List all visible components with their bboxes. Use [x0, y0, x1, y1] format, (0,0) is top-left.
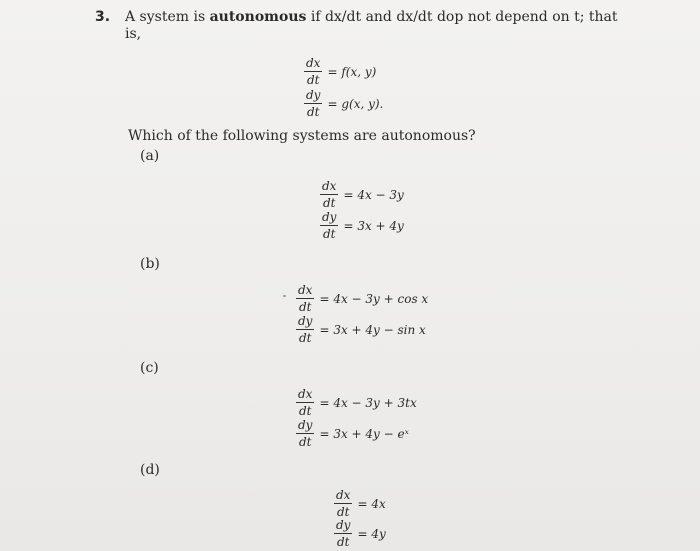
rhs: = 3x + 4y − sin x — [319, 322, 426, 337]
numerator: dy — [322, 210, 337, 224]
rhs: = 4x − 3y — [343, 187, 404, 202]
intro-text-1: A system is — [125, 9, 210, 25]
denominator: dt — [306, 105, 320, 119]
numerator: dy — [298, 418, 313, 432]
option-label-a: (a) — [140, 148, 160, 164]
numerator: dx — [336, 488, 351, 502]
numerator: dx — [298, 387, 313, 401]
rhs: = 4y — [357, 526, 386, 541]
problem-intro-line — [125, 9, 618, 25]
denominator: dt — [298, 404, 312, 418]
rhs: = 4x − 3y + 3tx — [319, 395, 417, 410]
fraction — [320, 180, 338, 209]
option-label-c: (c) — [140, 360, 159, 376]
question-text: Which of the following systems are autonomous? — [128, 128, 476, 144]
denominator: dt — [298, 300, 312, 314]
option-label-d: (d) — [140, 462, 160, 478]
fraction — [334, 519, 352, 548]
option-c-eq-1 — [296, 388, 417, 417]
fraction — [334, 489, 352, 518]
numerator: dx — [306, 56, 321, 70]
rhs: = 3x + 4y — [343, 218, 404, 233]
fraction — [320, 211, 338, 240]
rhs: = g(x, y). — [327, 96, 384, 111]
numerator: dy — [336, 518, 351, 532]
numerator: dx — [298, 283, 313, 297]
option-a-eq-2 — [320, 211, 404, 240]
fraction — [296, 315, 314, 344]
denominator: dt — [298, 331, 312, 345]
denominator: dt — [322, 196, 336, 210]
rhs: = f(x, y) — [327, 64, 377, 79]
fraction — [296, 419, 314, 448]
fraction — [296, 284, 314, 313]
option-label-b: (b) — [140, 256, 160, 272]
fraction — [304, 89, 322, 118]
option-d-eq-1 — [334, 489, 386, 518]
option-d-eq-2 — [334, 519, 386, 548]
option-a-eq-1 — [320, 180, 404, 209]
intro-text-2: if dx/dt and dx/dt dop not depend on t; that — [306, 9, 618, 25]
ink-speck — [283, 295, 286, 297]
denominator: dt — [336, 535, 350, 549]
option-b-eq-1 — [296, 284, 428, 313]
option-c-eq-2 — [296, 419, 409, 448]
intro-bold-term: autonomous — [209, 9, 307, 25]
definition-eq-1 — [304, 57, 376, 86]
rhs: = 4x — [357, 496, 386, 511]
rhs: = 3x + 4y − eˣ — [319, 426, 409, 441]
fraction — [304, 57, 322, 86]
rhs: = 4x − 3y + cos x — [319, 291, 429, 306]
problem-number: 3. — [95, 9, 111, 25]
fraction — [296, 388, 314, 417]
numerator: dy — [298, 314, 313, 328]
denominator: dt — [298, 435, 312, 449]
numerator: dy — [306, 88, 321, 102]
denominator: dt — [336, 505, 350, 519]
definition-eq-2 — [304, 89, 383, 118]
intro-continuation: is, — [125, 26, 142, 42]
denominator: dt — [322, 227, 336, 241]
denominator: dt — [306, 73, 320, 87]
option-b-eq-2 — [296, 315, 426, 344]
numerator: dx — [322, 179, 337, 193]
